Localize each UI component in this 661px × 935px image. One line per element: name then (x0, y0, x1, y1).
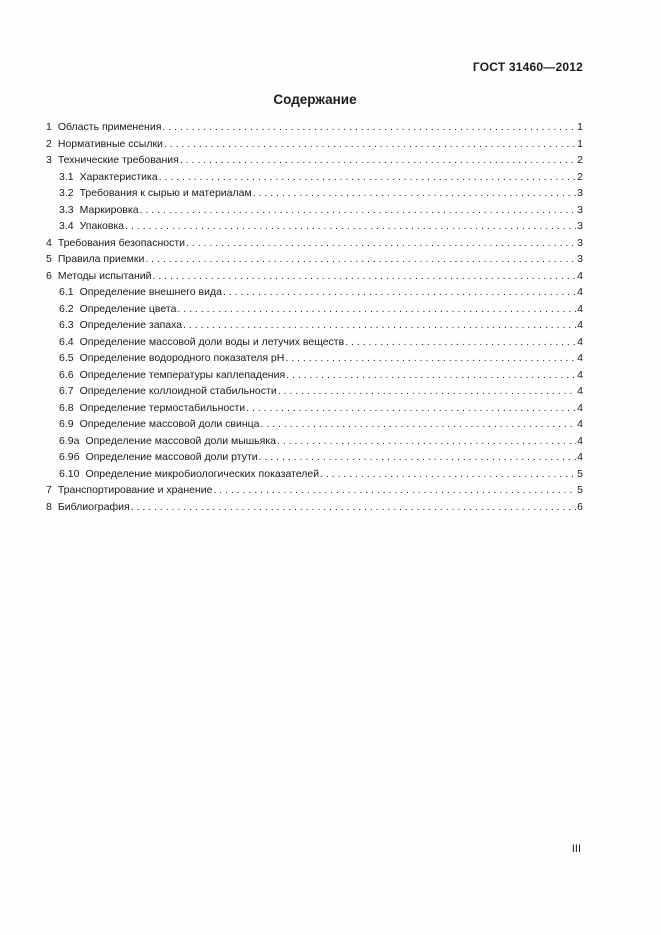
toc-entry[interactable] (46, 284, 583, 301)
toc-dot-leader (285, 350, 576, 367)
toc-entry-title: Определение водородного показателя рН (79, 352, 285, 364)
toc-entry-number: 3.1 (59, 170, 74, 183)
toc-entry-title: Технические требования (57, 154, 179, 166)
toc-dot-leader (162, 119, 576, 136)
toc-entry-page: 4 (577, 352, 583, 364)
toc-dot-leader (183, 317, 576, 334)
toc-entry-page: 4 (577, 385, 583, 397)
toc-entry-number: 6.10 (59, 467, 80, 480)
toc-dot-leader (213, 482, 576, 499)
toc-entry-title: Требования безопасности (57, 236, 186, 249)
toc-entry-title: Определение цвета (79, 302, 177, 315)
toc-entry-number: 6.1 (59, 286, 74, 298)
toc-entry-page: 3 (577, 236, 583, 249)
toc-entry[interactable] (46, 416, 583, 433)
toc-entry-title: Методы испытаний (57, 269, 152, 282)
toc-entry-number: 6.9 (59, 418, 74, 430)
toc-title: Содержание (273, 92, 357, 107)
toc-dot-leader (177, 301, 576, 318)
toc-entry-page: 4 (577, 335, 583, 348)
toc-entry-title: Характеристика (79, 170, 158, 183)
toc-dot-leader (159, 169, 576, 186)
toc-entry-page: 4 (577, 319, 583, 331)
document-code: ГОСТ 31460—2012 (472, 60, 583, 74)
toc-entry-page: 2 (577, 154, 583, 166)
toc-entry[interactable] (46, 152, 583, 169)
toc-entry-number: 6.5 (59, 352, 74, 364)
toc-entry-title: Определение температуры каплепадения (79, 368, 286, 381)
toc-dot-leader (145, 251, 576, 268)
toc-dot-leader (320, 466, 576, 483)
toc-entry-title: Область применения (57, 121, 162, 133)
toc-entry[interactable] (46, 400, 583, 417)
toc-entry-number: 6.4 (59, 335, 74, 348)
toc-entry[interactable] (46, 317, 583, 334)
toc-dot-leader (164, 136, 576, 153)
toc-entry-number: 2 (46, 137, 52, 150)
toc-dot-leader (345, 334, 576, 351)
toc-entry-page: 4 (577, 418, 583, 430)
toc-entry[interactable] (46, 334, 583, 351)
toc-entry-number: 3.2 (59, 187, 74, 199)
toc-entry-page: 3 (577, 253, 583, 265)
toc-entry-number: 6.7 (59, 385, 74, 397)
toc-entry-title: Транспортирование и хранение (57, 484, 213, 496)
toc-entry-number: 8 (46, 500, 52, 513)
toc-entry-title: Определение массовой доли ртути (85, 451, 258, 463)
page-number: III (571, 843, 581, 855)
toc-entry-number: 3.3 (59, 203, 74, 216)
toc-dot-leader (180, 152, 576, 169)
toc-entry[interactable] (46, 235, 583, 252)
toc-entry-title: Определение массовой доли воды и летучих веществ (79, 335, 345, 348)
toc-entry-title: Определение микробиологических показателей (85, 467, 320, 480)
toc-entry-page: 4 (577, 302, 583, 315)
toc-dot-leader (125, 218, 576, 235)
toc-entry[interactable] (46, 499, 583, 516)
toc-entry-number: 3.4 (59, 220, 74, 232)
toc-entry[interactable] (46, 383, 583, 400)
toc-entry-title: Правила приемки (57, 253, 145, 265)
toc-entry[interactable] (46, 466, 583, 483)
toc-entry-page: 3 (577, 203, 583, 216)
toc-entry-number: 6.6 (59, 368, 74, 381)
toc-entry-title: Определение массовой доли свинца (79, 418, 260, 430)
toc-dot-leader (261, 416, 577, 433)
toc-entry[interactable] (46, 301, 583, 318)
toc-entry-number: 1 (46, 121, 52, 133)
table-of-contents (46, 119, 583, 515)
toc-entry-page: 5 (577, 467, 583, 480)
toc-entry-number: 5 (46, 253, 52, 265)
toc-entry-page: 4 (577, 269, 583, 282)
toc-entry-number: 6.9а (59, 434, 80, 447)
toc-entry-title: Определение коллоидной стабильности (79, 385, 277, 397)
toc-entry-title: Определение внешнего вида (79, 286, 222, 298)
toc-entry-page: 4 (577, 451, 583, 463)
toc-entry-page: 4 (577, 286, 583, 298)
toc-entry-title: Требования к сырью и материалам (79, 187, 252, 199)
toc-entry[interactable] (46, 218, 583, 235)
toc-entry-page: 4 (577, 434, 583, 447)
toc-entry-title: Библиография (57, 500, 130, 513)
toc-entry-number: 6.8 (59, 401, 74, 414)
toc-entry[interactable] (46, 169, 583, 186)
toc-dot-leader (131, 499, 576, 516)
toc-dot-leader (140, 202, 577, 219)
toc-entry-page: 4 (577, 368, 583, 381)
toc-entry-page: 4 (577, 401, 583, 414)
toc-entry[interactable] (46, 350, 583, 367)
toc-entry[interactable] (46, 482, 583, 499)
toc-entry-title: Определение массовой доли мышьяка (85, 434, 276, 447)
toc-entry-title: Нормативные ссылки (57, 137, 163, 150)
toc-entry[interactable] (46, 202, 583, 219)
toc-dot-leader (259, 449, 577, 466)
toc-entry[interactable] (46, 268, 583, 285)
toc-entry-number: 3 (46, 154, 52, 166)
toc-entry[interactable] (46, 119, 583, 136)
toc-entry[interactable] (46, 449, 583, 466)
toc-dot-leader (278, 383, 576, 400)
toc-entry[interactable] (46, 185, 583, 202)
toc-entry-title: Определение термостабильности (79, 401, 246, 414)
toc-entry-number: 7 (46, 484, 52, 496)
toc-entry-number: 4 (46, 236, 52, 249)
toc-entry-title: Маркировка (79, 203, 139, 216)
toc-dot-leader (186, 235, 576, 252)
toc-entry[interactable] (46, 367, 583, 384)
toc-entry-page: 5 (577, 484, 583, 496)
toc-dot-leader (253, 185, 576, 202)
toc-entry-page: 6 (577, 500, 583, 513)
toc-dot-leader (246, 400, 576, 417)
toc-entry-title: Упаковка (79, 220, 125, 232)
toc-dot-leader (153, 268, 577, 285)
toc-dot-leader (223, 284, 576, 301)
toc-entry-number: 6.9б (59, 451, 80, 463)
toc-entry[interactable] (46, 433, 583, 450)
toc-entry-page: 2 (577, 170, 583, 183)
toc-entry[interactable] (46, 136, 583, 153)
toc-entry-number: 6 (46, 269, 52, 282)
toc-entry-number: 6.2 (59, 302, 74, 315)
toc-entry-page: 1 (577, 121, 583, 133)
toc-entry-page: 3 (577, 220, 583, 232)
toc-entry-title: Определение запаха (79, 319, 183, 331)
toc-dot-leader (277, 433, 576, 450)
toc-entry[interactable] (46, 251, 583, 268)
toc-entry-page: 3 (577, 187, 583, 199)
toc-entry-page: 1 (577, 137, 583, 150)
toc-dot-leader (286, 367, 576, 384)
toc-entry-number: 6.3 (59, 319, 74, 331)
